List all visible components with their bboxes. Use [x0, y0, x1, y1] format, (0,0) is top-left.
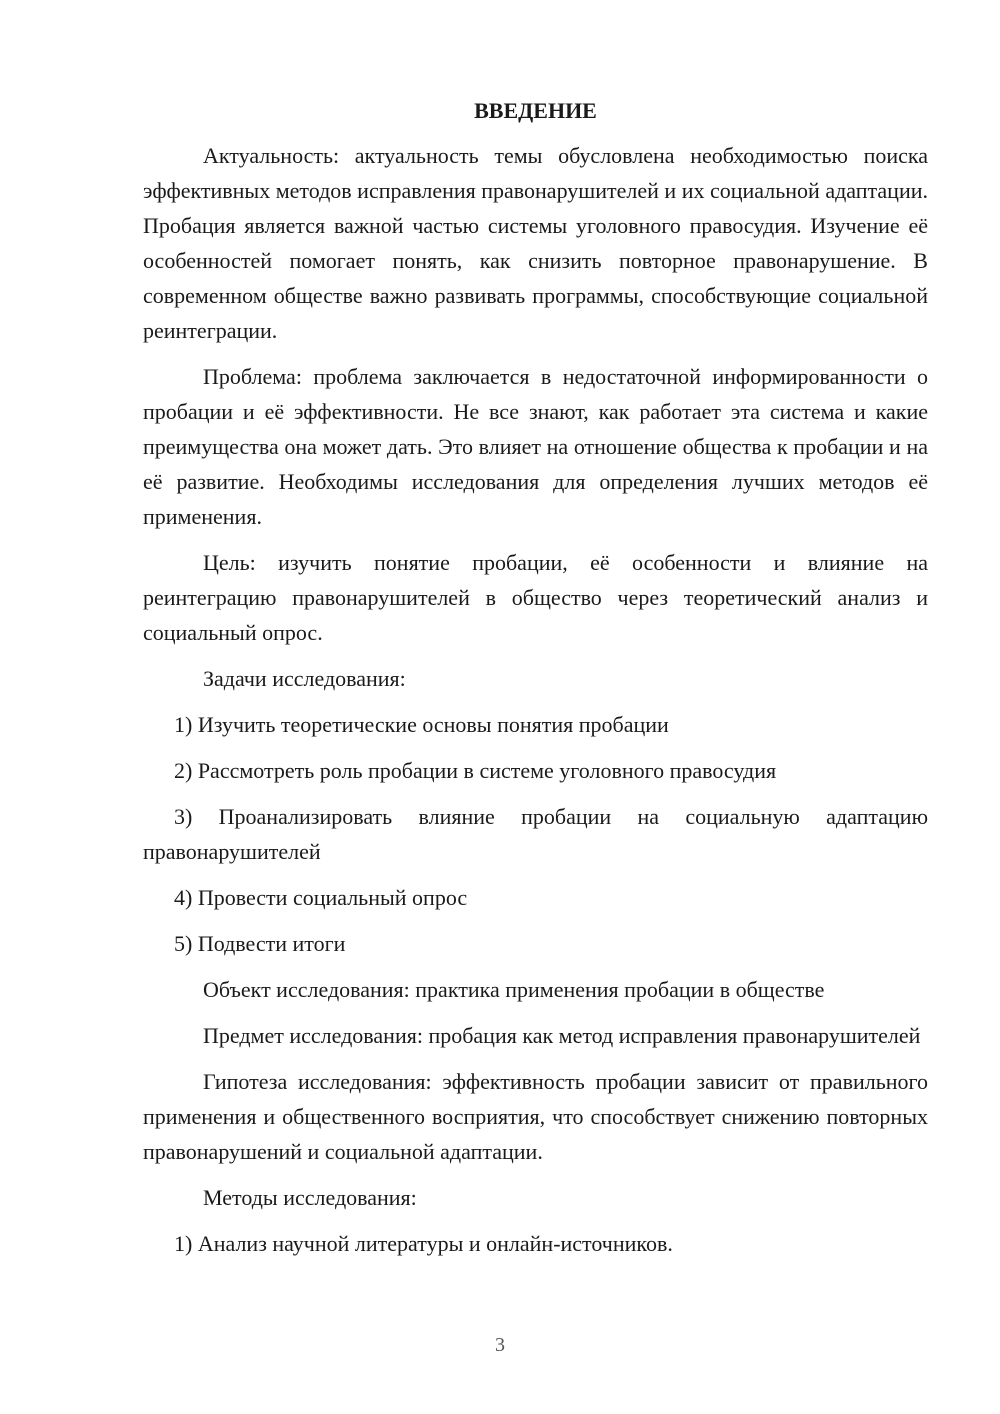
paragraph-subject: Предмет исследования: пробация как метод исправления правонарушителей	[203, 1023, 921, 1048]
paragraph-problem: Проблема: проблема заключается в недостаточной информированности о пробации и её эффективности. Не все знают, как работает эта система и какие преимущества она может дать. Это влияет на отношение общества к пробации и на её развитие. Необходимы исследования для определения лучших методов её применения.	[143, 364, 928, 529]
method-item-1: 1) Анализ научной литературы и онлайн-источников.	[174, 1231, 673, 1256]
task-item-3: 3) Проанализировать влияние пробации на социальную адаптацию правонарушителей	[143, 804, 928, 864]
paragraph-hypothesis: Гипотеза исследования: эффективность пробации зависит от правильного применения и общественного восприятия, что способствует снижению повторных правонарушений и социальной адаптации.	[143, 1069, 928, 1164]
task-item-1: 1) Изучить теоретические основы понятия пробации	[174, 712, 669, 737]
paragraph-relevance: Актуальность: актуальность темы обусловлена необходимостью поиска эффективных методов исправления правонарушителей и их социальной адаптации. Пробация является важной частью системы уголовного правосудия. Изучение её особенностей помогает понять, как снизить повторное правонарушение. В современном обществе важно развивать программы, способствующие социальной реинтеграции.	[143, 143, 928, 343]
task-item-5: 5) Подвести итоги	[174, 931, 346, 956]
task-item-4: 4) Провести социальный опрос	[174, 885, 468, 910]
task-item-2: 2) Рассмотреть роль пробации в системе уголовного правосудия	[174, 758, 777, 783]
paragraph-methods-heading: Методы исследования:	[203, 1185, 417, 1210]
paragraph-goal: Цель: изучить понятие пробации, её особенности и влияние на реинтеграцию правонарушителей в общество через теоретический анализ и социальный опрос.	[143, 550, 928, 645]
document-page	[143, 94, 928, 1261]
section-title: ВВЕДЕНИЕ	[474, 98, 597, 123]
paragraph-object: Объект исследования: практика применения пробации в обществе	[203, 977, 825, 1002]
paragraph-tasks-heading: Задачи исследования:	[203, 666, 406, 691]
page-number: 3	[495, 1334, 505, 1356]
